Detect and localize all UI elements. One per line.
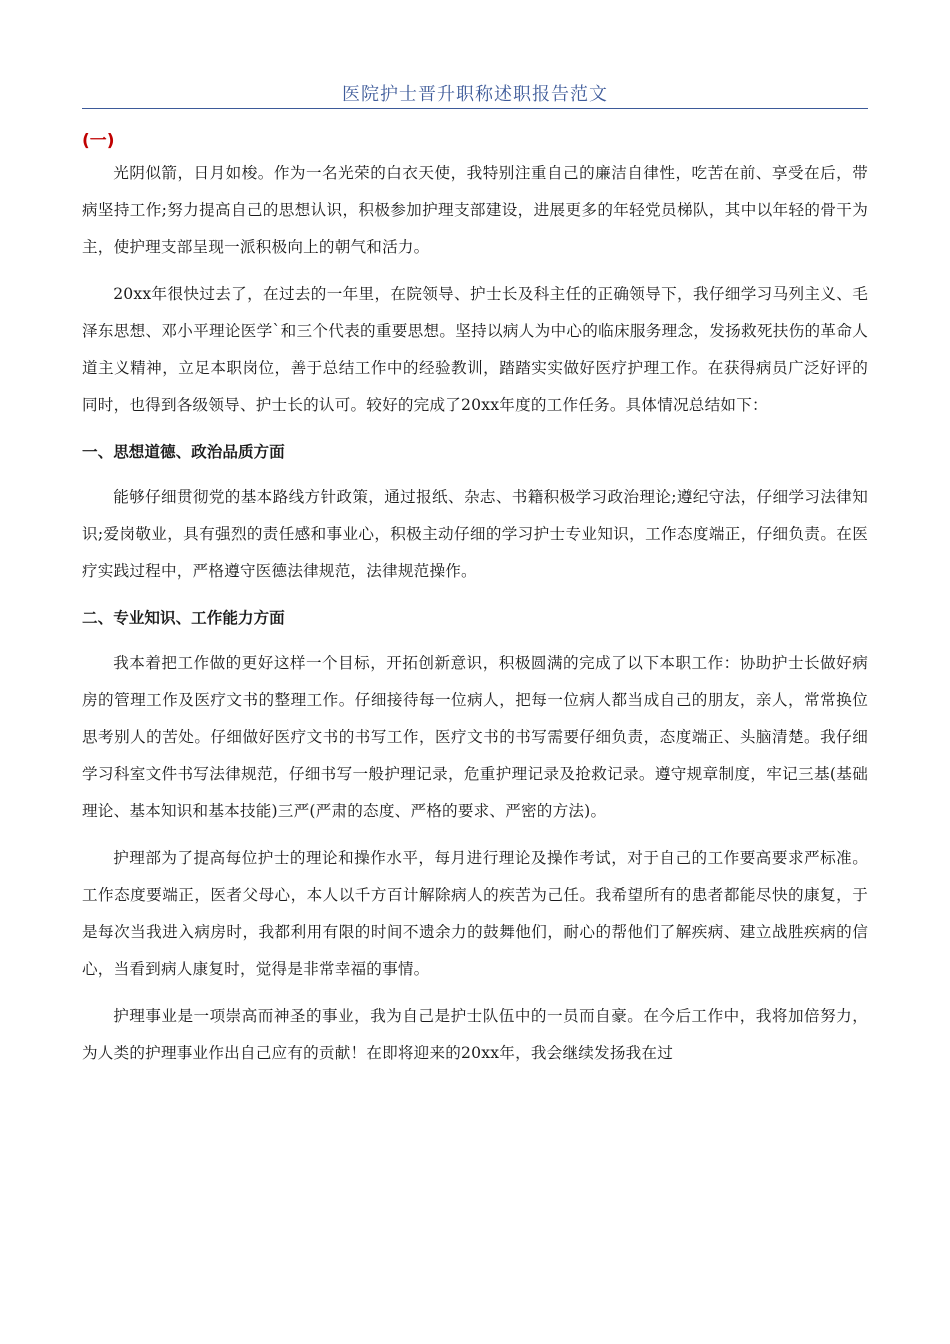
paragraph-professional-work: 我本着把工作做的更好这样一个目标，开拓创新意识，积极圆满的完成了以下本职工作：协助护士长做好病房的管理工作及医疗文书的整理工作。仔细接待每一位病人，把每一位病人都当成自己的朋友，亲人，常常换位思考别人的苦处。仔细做好医疗文书的书写工作，医疗文书的书写需要仔细负责，态度端正、头脑清楚。我仔细学习科室文件书写法律规范，仔细书写一般护理记录，危重护理记录及抢救记录。遵守规章制度，牢记三基(基础理论、基本知识和基本技能)三严(严肃的态度、严格的要求、严密的方法)。 — [82, 654, 868, 820]
paragraph-intro: 光阴似箭，日月如梭。作为一名光荣的白衣天使，我特别注重自己的廉洁自律性，吃苦在前、享受在后，带病坚持工作;努力提高自己的思想认识，积极参加护理支部建设，进展更多的年轻党员梯队，其中以年轻的骨干为主，使护理支部呈现一派积极向上的朝气和活力。 — [82, 164, 868, 256]
document-header — [82, 82, 868, 108]
paragraph-nursing-attitude: 护理部为了提高每位护士的理论和操作水平，每月进行理论及操作考试，对于自己的工作要高要求严标准。工作态度要端正，医者父母心，本人以千方百计解除病人的疾苦为己任。我希望所有的患者都能尽快的康复，于是每次当我进入病房时，我都利用有限的时间不遗余力的鼓舞他们，耐心的帮他们了解疾病、建立战胜疾病的信心，当看到病人康复时，觉得是非常幸福的事情。 — [82, 849, 868, 978]
section-marker: (一) — [82, 131, 115, 151]
document-body — [82, 155, 868, 1082]
paragraph-summary: 20xx年很快过去了，在过去的一年里，在院领导、护士长及科主任的正确领导下，我仔细学习马列主义、毛泽东思想、邓小平理论医学`和三个代表的重要思想。坚持以病人为中心的临床服务理念，发扬救死扶伤的革命人道主义精神，立足本职岗位，善于总结工作中的经验教训，踏踏实实做好医疗护理工作。在获得病员广泛好评的同时，也得到各级领导、护士长的认可。较好的完成了20xx年度的工作任务。具体情况总结如下： — [82, 285, 868, 414]
document-page — [82, 0, 868, 1344]
heading-ideology: 一、思想道德、政治品质方面 — [82, 443, 285, 461]
paragraph-ideology: 能够仔细贯彻党的基本路线方针政策，通过报纸、杂志、书籍积极学习政治理论;遵纪守法，仔细学习法律知识;爱岗敬业，具有强烈的责任感和事业心，积极主动仔细的学习护士专业知识，工作态度端正，仔细负责。在医疗实践过程中，严格遵守医德法律规范，法律规范操作。 — [82, 488, 868, 580]
heading-professional: 二、专业知识、工作能力方面 — [82, 609, 285, 627]
paragraph-closing: 护理事业是一项崇高而神圣的事业，我为自己是护士队伍中的一员而自豪。在今后工作中，我将加倍努力，为人类的护理事业作出自己应有的贡献！在即将迎来的20xx年，我会继续发扬我在过 — [82, 1007, 868, 1062]
document-title: 医院护士晋升职称述职报告范文 — [342, 84, 608, 105]
header-divider — [82, 108, 868, 109]
